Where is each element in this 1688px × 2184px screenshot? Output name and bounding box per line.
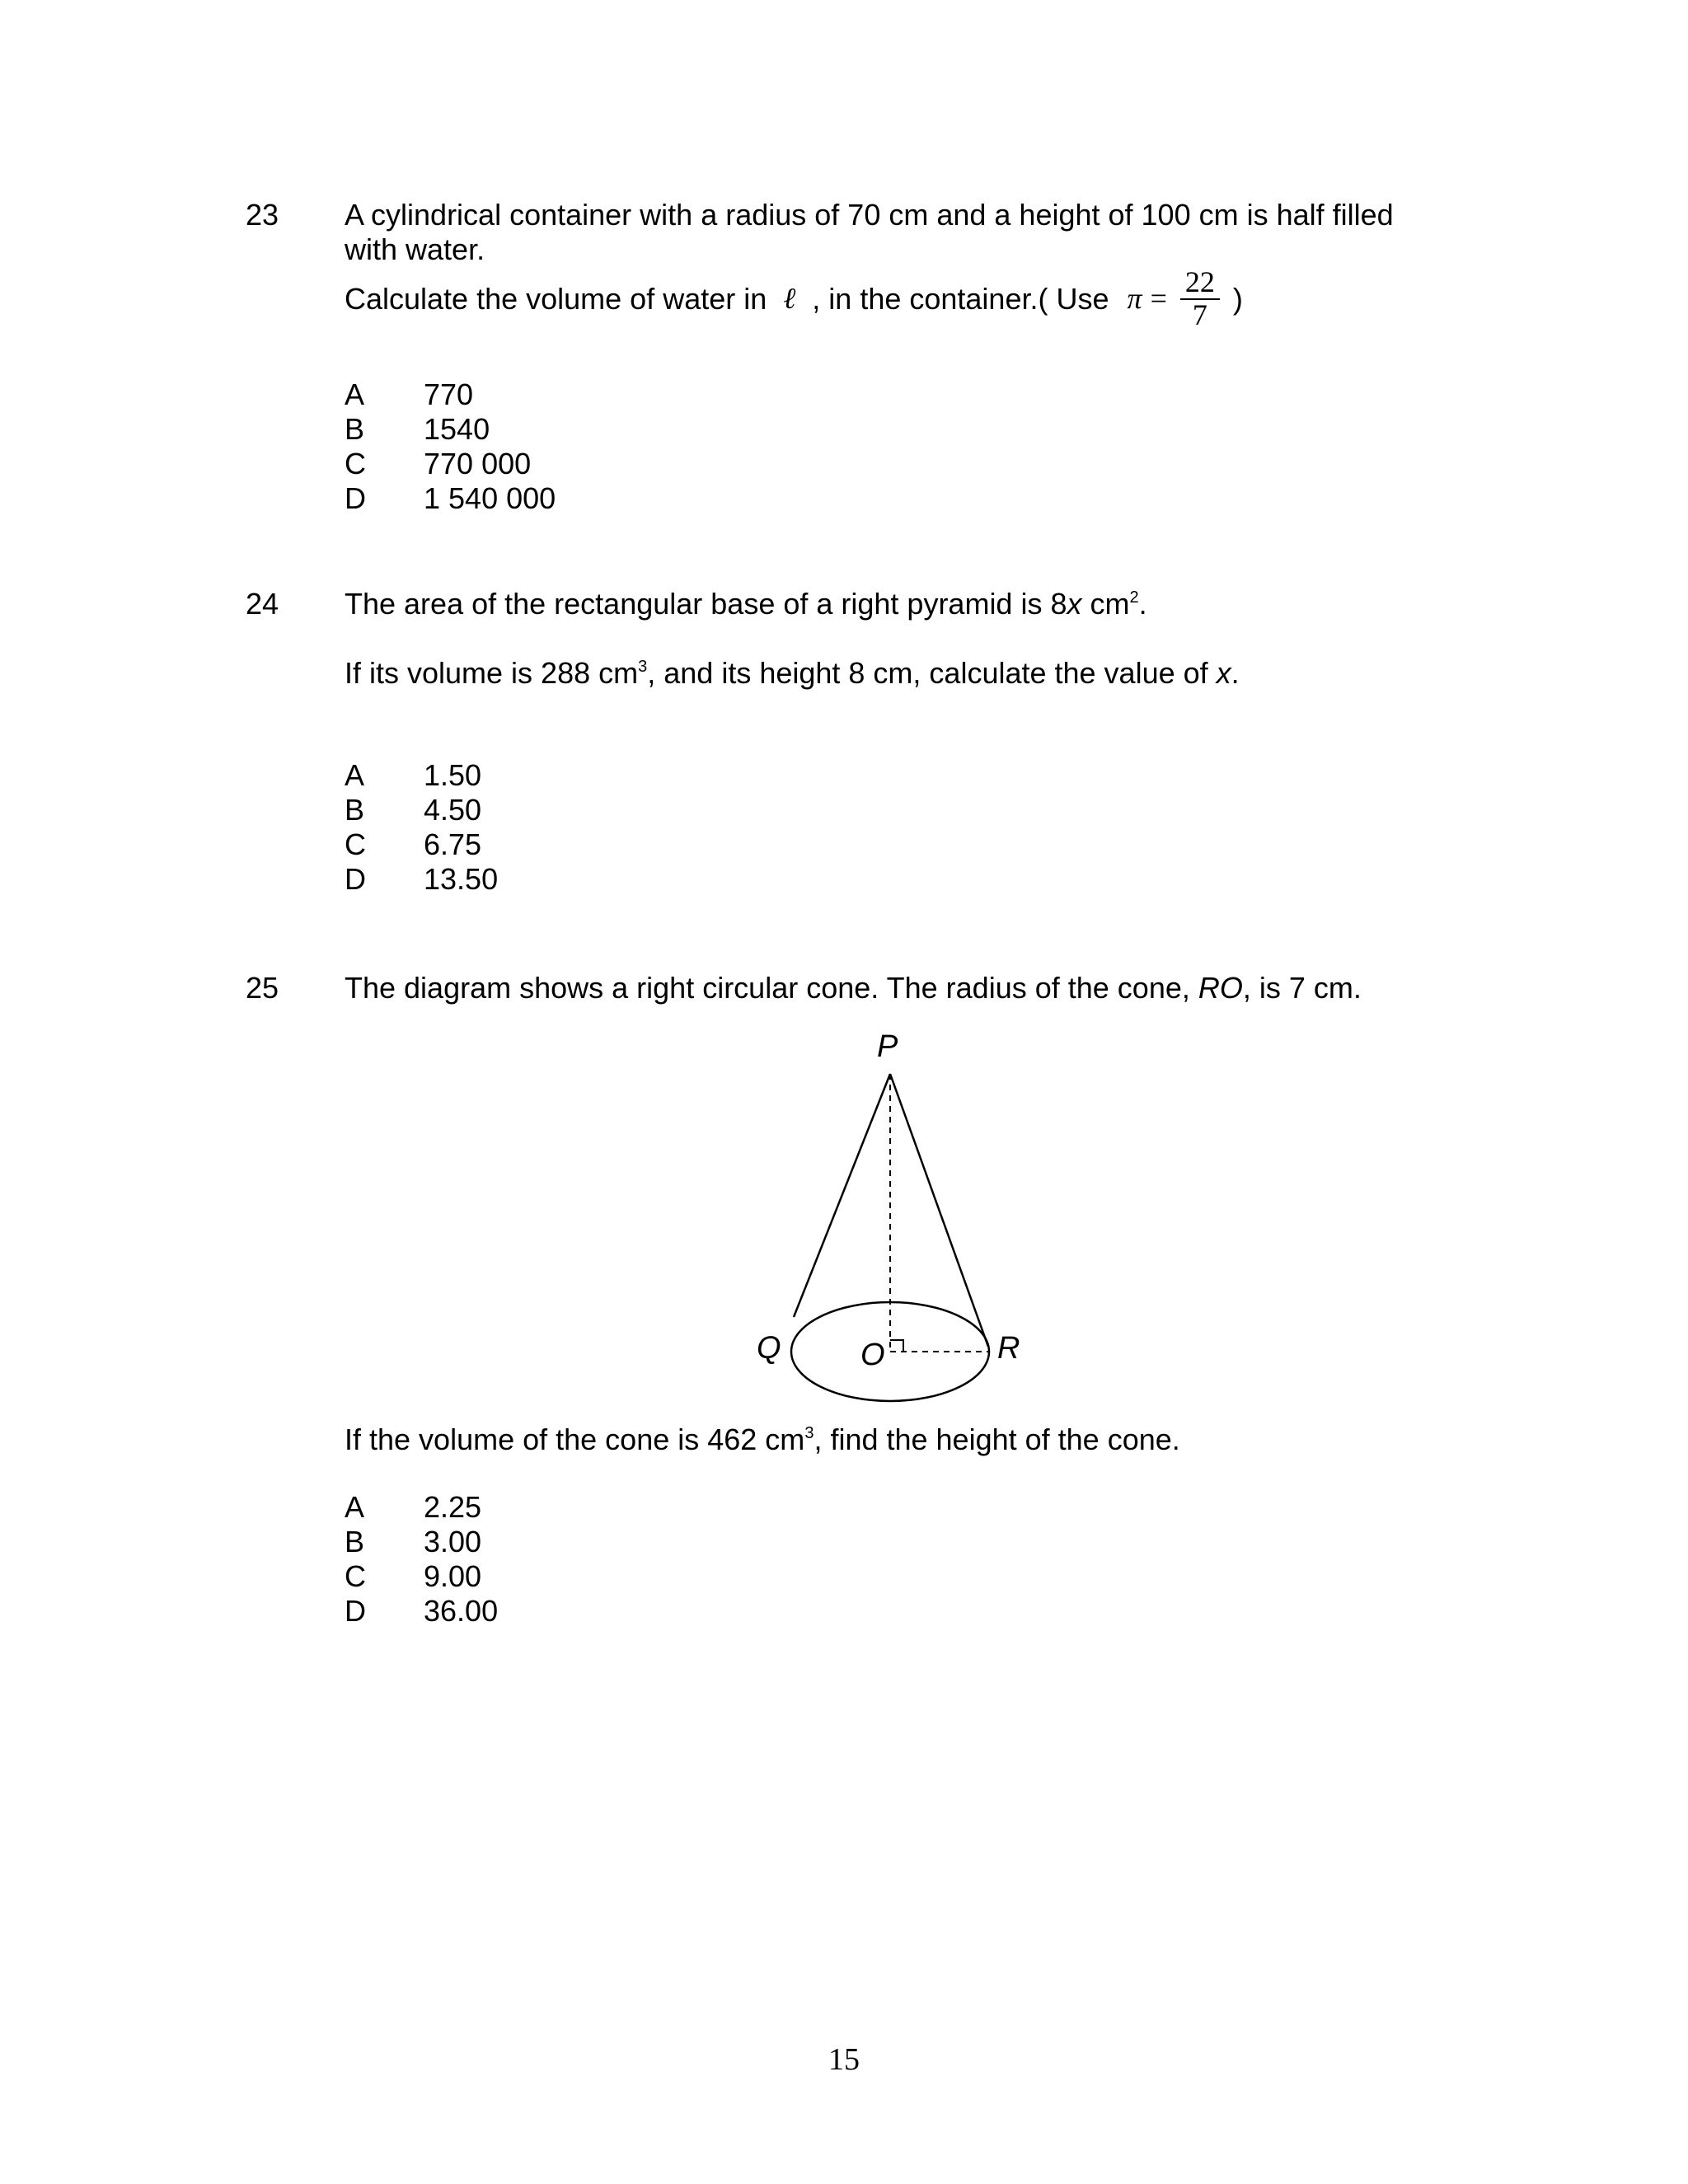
pi-fraction-numerator: 22 bbox=[1180, 267, 1220, 300]
question-23-text-line2: with water. bbox=[345, 232, 485, 266]
option-value: 36.00 bbox=[424, 1594, 499, 1628]
option-letter: B bbox=[345, 1525, 365, 1558]
question-25-line2-post: , find the height of the cone. bbox=[814, 1422, 1180, 1456]
superscript: 2 bbox=[1129, 588, 1139, 607]
option-value: 1540 bbox=[424, 412, 490, 446]
option-row bbox=[345, 1559, 839, 1594]
option-row bbox=[345, 1594, 839, 1629]
question-24-line2-pre: If its volume is 288 cm bbox=[345, 656, 639, 690]
question-23-calc-post: ) bbox=[1232, 282, 1243, 316]
label-r: R bbox=[997, 1331, 1020, 1366]
cone-slant-right bbox=[890, 1074, 988, 1347]
option-value: 770 bbox=[424, 377, 474, 411]
option-letter: C bbox=[345, 827, 366, 861]
option-value: 1 540 000 bbox=[424, 481, 556, 515]
option-value: 9.00 bbox=[424, 1559, 482, 1593]
option-value: 2.25 bbox=[424, 1490, 482, 1524]
question-25-line1-post: , is 7 cm. bbox=[1242, 971, 1362, 1005]
option-letter: C bbox=[345, 1559, 366, 1593]
option-value: 13.50 bbox=[424, 862, 499, 896]
option-letter: D bbox=[345, 1594, 366, 1628]
question-23-calc-pre: Calculate the volume of water in bbox=[345, 282, 767, 316]
question-24-line2-end: . bbox=[1231, 656, 1240, 690]
variable-x: x bbox=[1216, 656, 1231, 690]
superscript: 3 bbox=[804, 1424, 814, 1442]
option-letter: A bbox=[345, 377, 365, 411]
question-24-number: 24 bbox=[246, 587, 279, 621]
option-letter: D bbox=[345, 481, 366, 515]
option-value: 4.50 bbox=[424, 793, 482, 827]
question-25-line1-pre: The diagram shows a right circular cone. The radius of the cone, bbox=[345, 971, 1198, 1005]
equals-sign: = bbox=[1150, 282, 1167, 316]
option-value: 6.75 bbox=[424, 827, 482, 861]
variable-ro: RO bbox=[1198, 971, 1243, 1005]
pi-symbol: π bbox=[1127, 282, 1142, 316]
option-row bbox=[345, 1525, 839, 1559]
question-25-number: 25 bbox=[246, 971, 279, 1005]
page-number: 15 bbox=[828, 2042, 860, 2077]
option-letter: D bbox=[345, 862, 366, 896]
option-letter: A bbox=[345, 1490, 365, 1524]
question-24-line1-post: cm bbox=[1081, 587, 1130, 621]
option-value: 1.50 bbox=[424, 758, 482, 792]
litre-symbol: ℓ bbox=[783, 282, 796, 316]
label-q: Q bbox=[757, 1331, 781, 1366]
option-letter: B bbox=[345, 793, 365, 827]
question-23-number: 23 bbox=[246, 198, 279, 232]
question-24-line1-pre: The area of the rectangular base of a right pyramid is 8 bbox=[345, 587, 1067, 621]
superscript: 3 bbox=[638, 658, 648, 676]
option-letter: A bbox=[345, 758, 365, 792]
option-letter: B bbox=[345, 412, 365, 446]
question-23-calc-mid: , in the container.( Use bbox=[812, 282, 1109, 316]
option-row bbox=[345, 1490, 839, 1525]
label-p: P bbox=[877, 1029, 898, 1064]
option-value: 3.00 bbox=[424, 1525, 482, 1558]
question-25-line2-pre: If the volume of the cone is 462 cm bbox=[345, 1422, 805, 1456]
question-24-line2-post: , and its height 8 cm, calculate the value of bbox=[647, 656, 1217, 690]
question-25-text-line2 bbox=[345, 1422, 1180, 1456]
option-letter: C bbox=[345, 447, 366, 480]
question-25-options bbox=[345, 1490, 839, 1629]
option-value: 770 000 bbox=[424, 447, 532, 480]
pi-fraction-denominator: 7 bbox=[1192, 298, 1207, 331]
cone-slant-left bbox=[794, 1074, 890, 1317]
variable-x: x bbox=[1067, 587, 1082, 621]
label-o: O bbox=[860, 1338, 885, 1372]
right-angle-mark bbox=[890, 1340, 903, 1352]
question-24-line1-end: . bbox=[1138, 587, 1147, 621]
question-23-text-line1: A cylindrical container with a radius of 70 cm and a height of 100 cm is half filled bbox=[345, 198, 1394, 232]
